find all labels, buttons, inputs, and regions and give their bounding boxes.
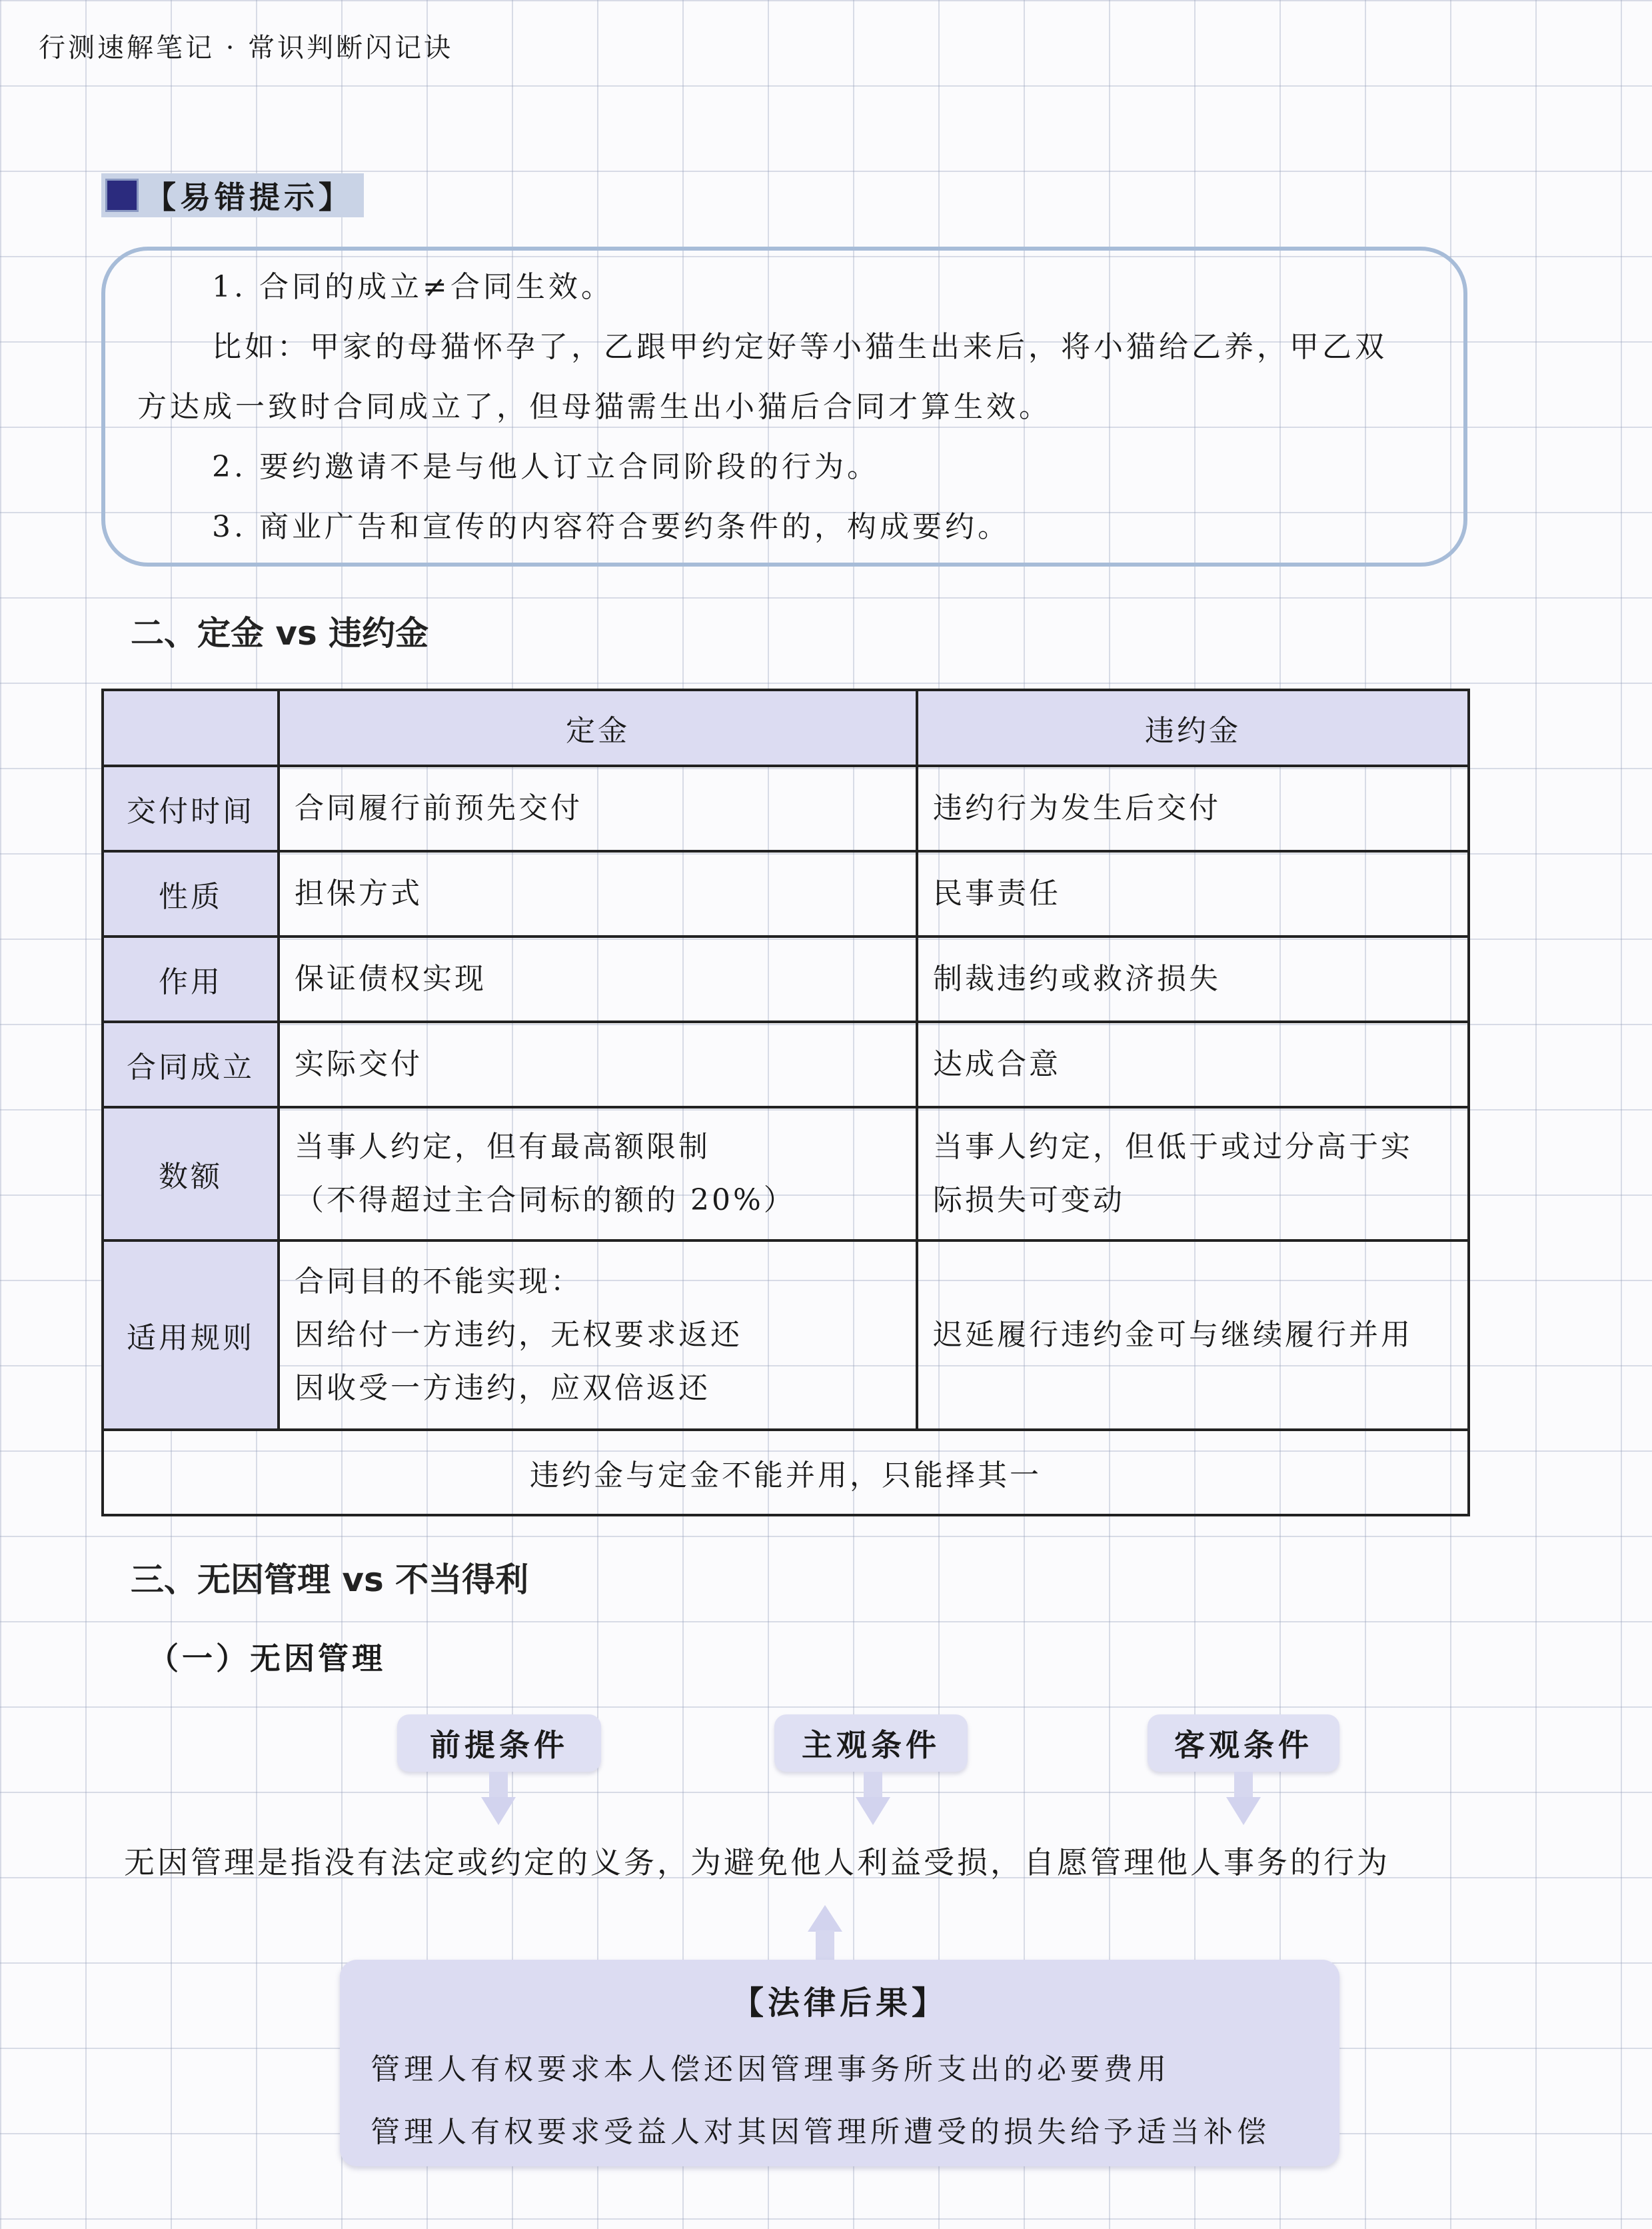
table-row (103, 937, 1469, 1022)
cell-line: 合同目的不能实现： (295, 1264, 582, 1298)
tip-box (101, 247, 1467, 567)
cell-line: 制裁违约或救济损失 (933, 962, 1221, 996)
table-row (103, 1240, 1469, 1430)
cell-line: 际损失可变动 (933, 1183, 1125, 1217)
deposit-cell (279, 1240, 917, 1430)
column-header-deposit: 定金 (279, 690, 917, 766)
cell-line: 保证债权实现 (295, 962, 486, 996)
arrow-shaft (1234, 1772, 1253, 1798)
cell-line: 当事人约定，但低于或过分高于实 (933, 1130, 1413, 1164)
table-row (103, 1107, 1469, 1240)
cell-line: 民事责任 (933, 877, 1061, 911)
row-label: 作用 (103, 937, 279, 1022)
cell-line: （不得超过主合同标的额的 20%） (295, 1183, 796, 1217)
condition-box-subjective: 主观条件 (774, 1714, 968, 1772)
cell-line: 违约行为发生后交付 (933, 791, 1221, 825)
tip-line: 比如：甲家的母猫怀孕了，乙跟甲约定好等小猫生出来后，将小猫给乙养，甲乙双 (212, 330, 1387, 364)
deposit-cell (279, 851, 917, 937)
table-row (103, 851, 1469, 937)
tip-line: 2. 要约邀请不是与他人订立合同阶段的行为。 (212, 450, 880, 484)
table-footer-note: 违约金与定金不能并用，只能择其一 (103, 1430, 1469, 1515)
cell-line: 因给付一方违约，无权要求返还 (295, 1318, 742, 1352)
table-footer-row (103, 1430, 1469, 1515)
penalty-cell (917, 766, 1469, 851)
legal-line: 管理人有权要求受益人对其因管理所遭受的损失给予适当补偿 (371, 2115, 1270, 2149)
penalty-cell (917, 1240, 1469, 1430)
penalty-cell (917, 937, 1469, 1022)
arrow-down-icon (481, 1797, 516, 1825)
comparison-table (101, 689, 1470, 1516)
tip-heading (101, 173, 364, 217)
arrow-down-icon (856, 1797, 890, 1825)
tip-line: 1. 合同的成立≠合同生效。 (212, 270, 614, 304)
condition-box-objective: 客观条件 (1148, 1714, 1339, 1772)
cell-line: 合同履行前预先交付 (295, 791, 582, 825)
square-bullet-icon (105, 179, 139, 212)
legal-line: 管理人有权要求本人偿还因管理事务所支出的必要费用 (371, 2052, 1170, 2086)
cell-line: 达成合意 (933, 1047, 1061, 1081)
cell-line: 迟延履行违约金可与继续履行并用 (933, 1318, 1413, 1352)
tip-line: 方达成一致时合同成立了，但母猫需生出小猫后合同才算生效。 (137, 390, 1052, 424)
row-label: 交付时间 (103, 766, 279, 851)
cell-line: 当事人约定，但有最高额限制 (295, 1130, 710, 1164)
row-label: 合同成立 (103, 1022, 279, 1107)
row-label: 数额 (103, 1107, 279, 1240)
cell-line: 担保方式 (295, 877, 422, 911)
tip-line: 3. 商业广告和宣传的内容符合要约条件的，构成要约。 (212, 510, 1010, 544)
table-row (103, 766, 1469, 851)
table-row (103, 1022, 1469, 1107)
arrow-shaft (864, 1772, 882, 1798)
condition-box-premise: 前提条件 (397, 1714, 601, 1772)
row-label: 性质 (103, 851, 279, 937)
arrow-up-icon (808, 1905, 842, 1932)
column-header-penalty: 违约金 (917, 690, 1469, 766)
definition-text: 无因管理是指没有法定或约定的义务，为避免他人利益受损，自愿管理他人事务的行为 (124, 1844, 1390, 1880)
table-corner-cell (103, 690, 279, 766)
legal-title: 【法律后果】 (731, 1984, 948, 2022)
subsection-title: （一）无因管理 (148, 1640, 386, 1676)
tip-heading-text: 【易错提示】 (145, 179, 353, 215)
section-3-title: 三、无因管理 vs 不当得利 (131, 1560, 529, 1599)
deposit-cell (279, 937, 917, 1022)
table-header-row (103, 690, 1469, 766)
penalty-cell (917, 851, 1469, 937)
arrow-down-icon (1226, 1797, 1261, 1825)
deposit-cell (279, 1022, 917, 1107)
cell-line: 因收受一方违约，应双倍返还 (295, 1371, 710, 1405)
cell-line: 实际交付 (295, 1047, 422, 1081)
arrow-shaft (816, 1930, 834, 1961)
penalty-cell (917, 1022, 1469, 1107)
row-label: 适用规则 (103, 1240, 279, 1430)
page-header: 行测速解笔记 · 常识判断闪记诀 (39, 33, 454, 63)
legal-consequence-box (340, 1960, 1339, 2166)
deposit-cell (279, 1107, 917, 1240)
deposit-cell (279, 766, 917, 851)
section-2-title: 二、定金 vs 违约金 (131, 614, 429, 653)
penalty-cell (917, 1107, 1469, 1240)
arrow-shaft (489, 1772, 508, 1798)
